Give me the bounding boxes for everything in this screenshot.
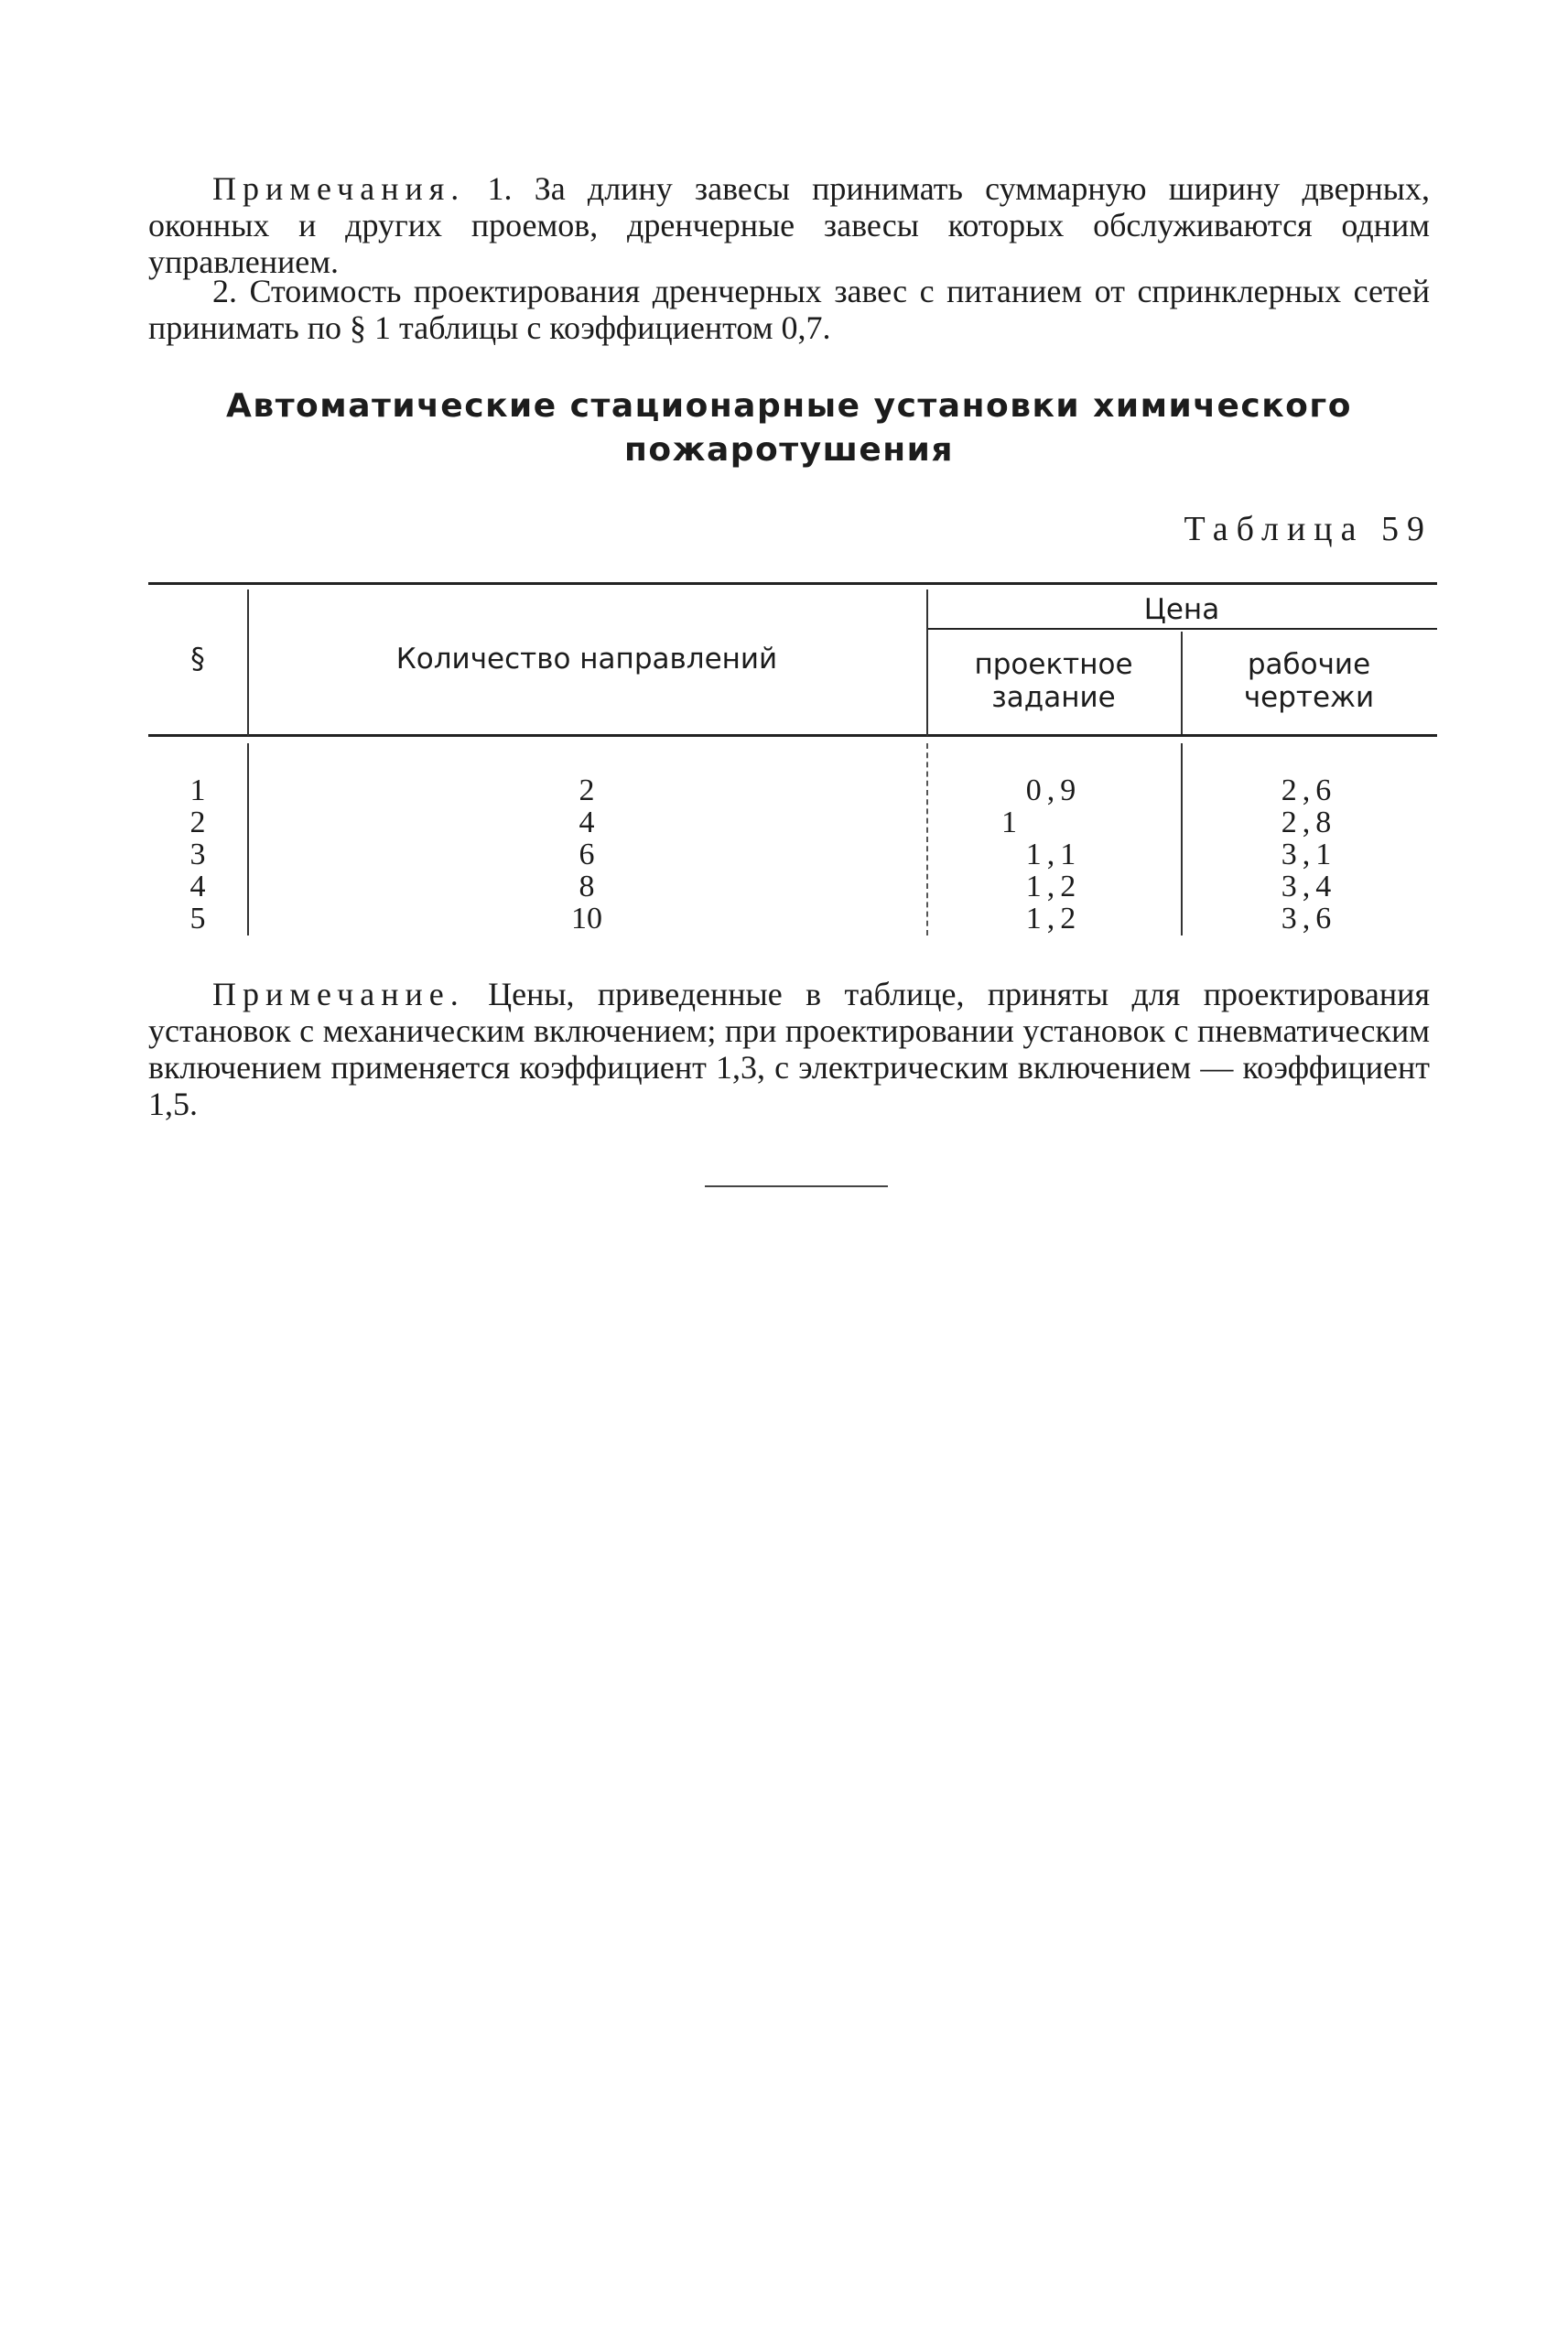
- row-5-design: 1,2: [1025, 902, 1082, 935]
- header-working-drawings-line2: чертежи: [1243, 681, 1375, 714]
- row-5-number: 5: [189, 902, 206, 935]
- header-price: Цена: [1143, 593, 1220, 626]
- section-heading-line1: Автоматические стационарные установки химического: [226, 387, 1352, 425]
- note-bottom-label: Примечание.: [212, 976, 465, 1012]
- row-2-directions: 4: [579, 806, 595, 839]
- note-bottom-text: Цены, приведенные в таблице, приняты для проектирования установок с механическим включением; при проектировании установок с пневматическим включением применяется коэффициент 1,3, с электрическим включением — коэффициент 1,5.: [148, 976, 1430, 1122]
- row-3-design: 1,1: [1025, 838, 1082, 871]
- row-3-drawings: 3,1: [1281, 838, 1337, 871]
- row-5-drawings: 3,6: [1281, 902, 1337, 935]
- price-under-rule: [926, 628, 1437, 630]
- row-5-directions: 10: [571, 902, 602, 935]
- header-design-task-line1: проектное: [974, 648, 1133, 681]
- header-section-sign: §: [190, 643, 205, 676]
- closing-rule: [705, 1185, 888, 1187]
- row-4-drawings: 3,4: [1281, 870, 1337, 903]
- header-directions: Количество направлений: [395, 643, 778, 676]
- header-design-task-line2: задание: [991, 681, 1116, 714]
- row-1-design: 0,9: [1025, 773, 1082, 807]
- notes-label: Примечания.: [212, 170, 466, 207]
- row-4-directions: 8: [579, 870, 595, 903]
- row-2-drawings: 2,8: [1281, 806, 1337, 839]
- row-1-directions: 2: [579, 773, 595, 807]
- section-heading: [148, 384, 1430, 472]
- row-2-design: 1: [1001, 806, 1022, 839]
- section-heading-line2: пожаротушения: [624, 431, 954, 469]
- header-design-task: [926, 648, 1181, 714]
- header-working-drawings: [1181, 648, 1437, 714]
- row-3-directions: 6: [579, 838, 595, 871]
- row-4-design: 1,2: [1025, 870, 1082, 903]
- table-top-rule: [148, 582, 1437, 585]
- row-1-drawings: 2,6: [1281, 773, 1337, 807]
- note-1-text: 1. За длину завесы принимать суммарную ширину дверных, оконных и других проемов, дренчерные завесы которых обслуживаются одним управлением.: [148, 170, 1430, 280]
- row-4-number: 4: [189, 870, 206, 903]
- row-2-number: 2: [189, 806, 206, 839]
- note-2: [148, 273, 1430, 346]
- table-header-bottom-rule: [148, 734, 1437, 737]
- row-3-number: 3: [189, 838, 206, 871]
- note-2-text: 2. Стоимость проектирования дренчерных завес с питанием от спринклерных сетей принимать по § 1 таблицы с коэффициентом 0,7.: [148, 273, 1430, 346]
- note-1: [148, 170, 1430, 280]
- header-working-drawings-line1: рабочие: [1247, 648, 1371, 681]
- note-bottom: [148, 976, 1430, 1122]
- row-1-number: 1: [189, 773, 206, 807]
- table-label: Таблица 59: [1184, 510, 1433, 548]
